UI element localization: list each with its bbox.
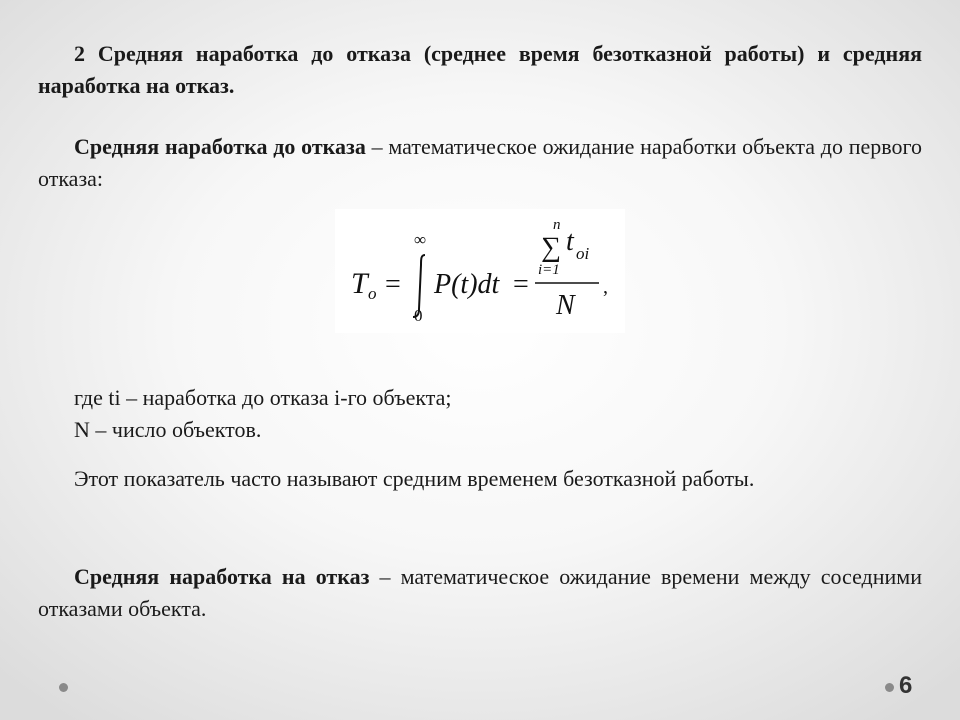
fraction-denominator: N — [556, 290, 575, 321]
mean-time-formula — [335, 209, 625, 333]
definition-text: – математическое ожидание наработки объекта до первого отказа: — [38, 134, 922, 191]
definition-mean-time-to-failure — [38, 131, 922, 195]
footer-right-dot — [885, 683, 894, 692]
formula-comma: , — [603, 276, 608, 298]
formula-lhs: T — [351, 267, 368, 300]
integral-lower-limit: 0 — [414, 306, 423, 325]
legend-line-n: N – число объектов. — [74, 417, 262, 442]
definition-text: – математическое ожидание времени между соседними отказами объекта. — [38, 564, 922, 621]
sum-sign: ∑ — [541, 232, 561, 263]
formula-lhs-subscript: o — [368, 284, 377, 303]
formula-image — [335, 209, 625, 333]
definition-term: Средняя наработка на отказ — [74, 564, 370, 589]
definition-mean-time-between-failures — [38, 561, 922, 625]
footer-left-dot — [59, 683, 68, 692]
slide-heading: 2 Средняя наработка до отказа (среднее время безотказной работы) и средняя наработка на отказ. — [38, 41, 922, 98]
often-called-note: Этот показатель часто называют средним временем безотказной работы. — [74, 466, 755, 491]
variable-legend — [74, 382, 922, 446]
formula-equals-2: = — [513, 269, 529, 300]
formula-equals-1: = — [385, 269, 401, 300]
integral-upper-limit: ∞ — [414, 230, 427, 249]
legend-line-ti: где ti – наработка до отказа i-го объекта; — [74, 385, 452, 410]
sum-upper-limit: n — [553, 217, 561, 233]
sum-lower-limit: i=1 — [538, 262, 560, 278]
page-number: 6 — [899, 672, 913, 699]
sum-term-subscript: oi — [576, 244, 590, 263]
definition-term: Средняя наработка до отказа — [74, 134, 366, 159]
sum-term: t — [566, 226, 574, 257]
integrand: P(t)dt — [434, 269, 500, 300]
